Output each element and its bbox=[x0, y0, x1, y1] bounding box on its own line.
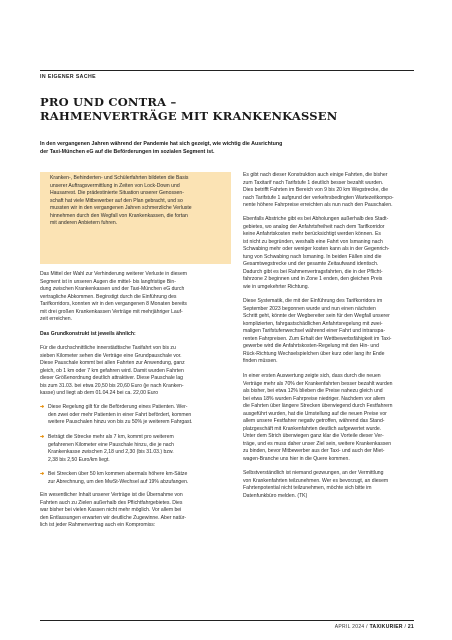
text-line: Datenfunkbüro melden. (TK) bbox=[243, 492, 308, 499]
text-line: allem unsere Festfahrer negativ getroffen, während das Stand- bbox=[243, 418, 385, 425]
footer-rule bbox=[40, 620, 414, 621]
text-line: wie in umgekehrter Richtung. bbox=[243, 283, 309, 290]
text-line: Unter dem Strich überwiegen ganz klar die Vorteile dieser Ver- bbox=[243, 433, 384, 440]
text-line: Segment ist in unseren Augen die mittel- bis langfristige Bin- bbox=[40, 278, 176, 285]
left-paragraph-2 bbox=[40, 345, 232, 398]
text-line: Krankenkasse zwischen 2,18 und 2,30 (bis 31.03.) bzw. bbox=[48, 449, 174, 456]
bullet-item bbox=[40, 434, 232, 464]
title-line: RAHMENVERTRÄGE MIT KRANKENKASSEN bbox=[40, 109, 338, 123]
text-line: gleich, ob 1 km oder 7 km gefahren wird. Damit wurden Fahrten bbox=[40, 367, 184, 374]
text-line: lich ist jeder Rahmenvertrag auch ein Kompromiss: bbox=[40, 522, 156, 529]
text-line: Beträgt die Strecke mehr als 7 km, kommt pro weiterem bbox=[48, 434, 174, 440]
arrow-right-icon: ➔ bbox=[40, 471, 45, 477]
text-line: komplizierten, fahrgastschädlichen Anfahrtsregelung mit zwei- bbox=[243, 320, 383, 327]
text-line: Für die durchschnittliche innerstädtische Taxifahrt von bis zu bbox=[40, 345, 176, 351]
text-line: wagen-Branche uns hier in die Quere kommen. bbox=[243, 456, 350, 463]
box-line: hinnehmen durch den Wegfall von Krankenkassen, die fortan bbox=[50, 212, 188, 219]
right-paragraph-2 bbox=[243, 216, 415, 291]
text-line: maligen Tarifstufenwechsel während einer Fahrt und intranspa- bbox=[243, 328, 386, 335]
text-line: träge, und es muss daher unser Ziel sein, weitere Krankenkassen bbox=[243, 440, 392, 447]
text-line: Es gibt nach dieser Konstruktion auch einige Fahrten, die bisher bbox=[243, 172, 388, 178]
left-paragraph-1 bbox=[40, 271, 232, 324]
text-line: Ebenfalls Abstriche gibt es bei Abholungen außerhalb des Stadt- bbox=[243, 216, 389, 222]
text-line: dieser Größenordnung deutlich attraktiver. Diese Pauschale lag bbox=[40, 375, 183, 382]
title-line: PRO UND CONTRA – bbox=[40, 95, 177, 109]
text-line: nente höhere Fahrpreise erreichten als nun nach den Pauschalen. bbox=[243, 202, 393, 209]
text-line: Ein wesentlicher Inhalt unserer Verträge ist die Übernahme von bbox=[40, 492, 183, 498]
text-line: Dadurch gibt es bei Rahmenvertragsfahrten, die in der Pflicht- bbox=[243, 268, 383, 275]
text-line: zeit erreichen. bbox=[40, 316, 72, 323]
top-rule bbox=[40, 70, 414, 71]
bullet-item bbox=[40, 471, 232, 486]
text-line: Gesamtwegstrecke und der gesamte Zeitaufwand identisch. bbox=[243, 261, 379, 268]
text-line: von Krankenfahrten teilzunehmen. Wer es bevorzugt, an diesem bbox=[243, 477, 389, 484]
box-line: Kranken-, Behinderten- und Schülerfahrten bildeten die Basis bbox=[50, 175, 189, 181]
footer-separator: / bbox=[402, 624, 408, 630]
text-line: Schritt geht, könnte der Wegbereiter sein für den Wegfall unserer bbox=[243, 313, 390, 320]
arrow-right-icon: ➔ bbox=[40, 404, 45, 410]
bullet-item bbox=[40, 404, 232, 427]
subheading: Das Grundkonstrukt ist jeweils ähnlich: bbox=[40, 331, 136, 337]
text-line: zu binden, bevor Mitbewerber aus der Taxi- und auch der Miet- bbox=[243, 448, 385, 455]
lead-line: der Taxi-München eG auf die Beförderungen im sozialen Segment ist. bbox=[40, 148, 215, 155]
lead-line: In den vergangenen Jahren während der Pandemie hat sich gezeigt, wie wichtig die Ausrichtung bbox=[40, 141, 283, 147]
text-line: renten Fahrpreisen. Zum Erhalt der Wettbewerbsfähigkeit im Taxi- bbox=[243, 335, 392, 342]
text-line: Diese Regelung gilt für die Beförderung eines Patienten. Wer- bbox=[48, 404, 188, 410]
text-line: vertragliche Abkommen. Beginstigt durch die Einführung des bbox=[40, 293, 177, 300]
box-line: Hausarrest. Die prädestinierte Situation unserer Genossen- bbox=[50, 190, 184, 197]
footer-separator: / bbox=[364, 624, 370, 630]
right-paragraph-4 bbox=[243, 373, 415, 464]
text-line: 2,38 bis 2,50 Euro/km liegt. bbox=[48, 456, 110, 463]
text-line: Bei Strecken über 50 km kommen abermals höhere km-Sätze bbox=[48, 471, 188, 477]
text-line: den Entlassungen erwarten wir deutliche Zugewinne. Aber natür- bbox=[40, 514, 187, 521]
box-line: mussten wir in den vergangenen Jahren schmerzliche Verluste bbox=[50, 205, 192, 212]
text-line: Fahrtenpotential nicht teilzunehmen, möchte sich bitte im bbox=[243, 485, 372, 492]
text-line: ist nicht zu begründen, weshalb eine Fahrt von Ismaning nach bbox=[243, 238, 383, 245]
text-line: Diese Systematik, die mit der Einführung des Tarifkorridors im bbox=[243, 298, 383, 304]
text-line: Dies betrifft Fahrten im Bereich von 9 bis 20 km Wegstrecke, die bbox=[243, 187, 389, 194]
text-line: die Fahrten über längere Strecken überwiegend durch Festfahrern bbox=[243, 403, 393, 410]
text-line: bis zum 31.03. bei etwa 20,50 bis 20,60 Euro (je nach Kranken- bbox=[40, 382, 184, 389]
box-line: mit anderen Anbietern fuhren. bbox=[50, 220, 118, 227]
lead-paragraph bbox=[40, 141, 412, 157]
text-line: September 2023 begonnen wurde und nun einen nächsten bbox=[243, 305, 376, 312]
left-paragraph-3 bbox=[40, 492, 232, 530]
text-line: war bisher bei vielen Kassen nicht mehr möglich. Vor allem bei bbox=[40, 507, 182, 514]
text-line: dung zwischen Krankenkassen und der Taxi-München eG durch bbox=[40, 286, 185, 293]
box-line: unserer Auftragsvermittlung in Zeiten von Lock-Down und bbox=[50, 182, 180, 189]
right-paragraph-1 bbox=[243, 172, 415, 210]
text-line: als bisher, bei etwa 12% blieben die Preise nahezu gleich und bbox=[243, 388, 383, 395]
text-line: gewerbe wird die Anfahrtskosten-Regelung mit den Hin- und bbox=[243, 343, 379, 350]
text-line: Diese Pauschale kommt bei allen Fahrten zur Anwendung, ganz bbox=[40, 360, 185, 367]
right-paragraph-3 bbox=[243, 298, 415, 366]
highlight-box-text bbox=[50, 175, 230, 228]
arrow-right-icon: ➔ bbox=[40, 434, 45, 440]
text-line: weitere Pauschalen hinzu von bis zu 50% je weiterem Fahrgast. bbox=[48, 419, 193, 426]
page-footer bbox=[335, 624, 414, 630]
text-line: Fahrten auch zu Zielen außerhalb des Pflichtfahrgebietes. Dies bbox=[40, 499, 183, 506]
text-line: sieben Kilometer sehen die Verträge eine Grundpauschale vor. bbox=[40, 352, 182, 359]
text-line: keine Anfahrtskosten mehr berücksichtigt werden können. Es bbox=[243, 231, 381, 238]
text-line: fahrzone 2 beginnen und in Zone 1 enden, den gleichen Preis bbox=[243, 276, 383, 283]
footer-magazine: TAXIKURIER bbox=[369, 624, 403, 630]
text-line: Verträge mehr als 70% der Krankenfahrten besser bezahlt wurden bbox=[243, 380, 393, 387]
box-line: schaft hat viele Mitbewerber auf den Plan gebracht, und so bbox=[50, 197, 183, 204]
page-number: 21 bbox=[407, 624, 414, 630]
text-line: tung von Schwabing nach Ismaning. In beiden Fällen sind die bbox=[243, 253, 382, 260]
right-paragraph-5 bbox=[243, 470, 415, 500]
text-line: mit drei großen Krankenkassen Verträge mit mehrjähriger Lauf- bbox=[40, 308, 183, 315]
text-line: gebietes, wo analog der Anfahrtsfreiheit nach dem Tarifkorridor bbox=[243, 223, 385, 230]
text-line: zum Taxitarif nach Tarifstufe 1 deutlich besser bezahlt wurden. bbox=[243, 179, 384, 186]
text-line: Tarifkorridors, konnten wir in den vergangenen 8 Monaten bereits bbox=[40, 301, 187, 308]
text-line: nach Tarifstufe 1 aufgrund der verkehrsbedingten Wartezeitkompo- bbox=[243, 194, 394, 201]
text-line: platzgeschäft mit Krankenfahrten deutlich aufgewertet wurde. bbox=[243, 425, 382, 432]
text-line: Schwabing mehr oder weniger kosten kann als in der Gegenrich- bbox=[243, 246, 390, 253]
text-line: Rück-Richtung Wechselspielchen über kurz oder lang ihr Ende bbox=[243, 350, 385, 357]
section-label: IN EIGENER SACHE bbox=[40, 74, 96, 80]
text-line: bei etwa 18% wurden Fahrpreise niedriger. Nachdem vor allem bbox=[243, 395, 386, 402]
text-line: zur Abrechnung, um den MwSt-Wechsel auf 19% abzufangen. bbox=[48, 478, 189, 485]
text-line: Das Mittel der Wahl zur Verhinderung weiterer Verluste in diesem bbox=[40, 271, 188, 277]
article-title bbox=[40, 95, 420, 123]
footer-issue: APRIL 2024 bbox=[334, 624, 365, 630]
text-line: Selbstverständlich ist niemand gezwungen, an der Vermittlung bbox=[243, 470, 384, 476]
text-line: finden müssen. bbox=[243, 358, 278, 365]
text-line: ausgeführt wurden, hat die Umstellung auf die neuen Preise vor bbox=[243, 410, 387, 417]
text-line: gefahrenen Kilometer eine Pauschale hinzu, die je nach bbox=[48, 441, 175, 448]
text-line: den zwei oder mehr Patienten in einer Fahrt befördert, kommen bbox=[48, 411, 192, 418]
text-line: kasse) und liegt ab dem 01.04.24 bei ca. 22,00 Euro bbox=[40, 390, 159, 397]
text-line: In einer ersten Auswertung zeigte sich, dass durch die neuen bbox=[243, 373, 381, 379]
